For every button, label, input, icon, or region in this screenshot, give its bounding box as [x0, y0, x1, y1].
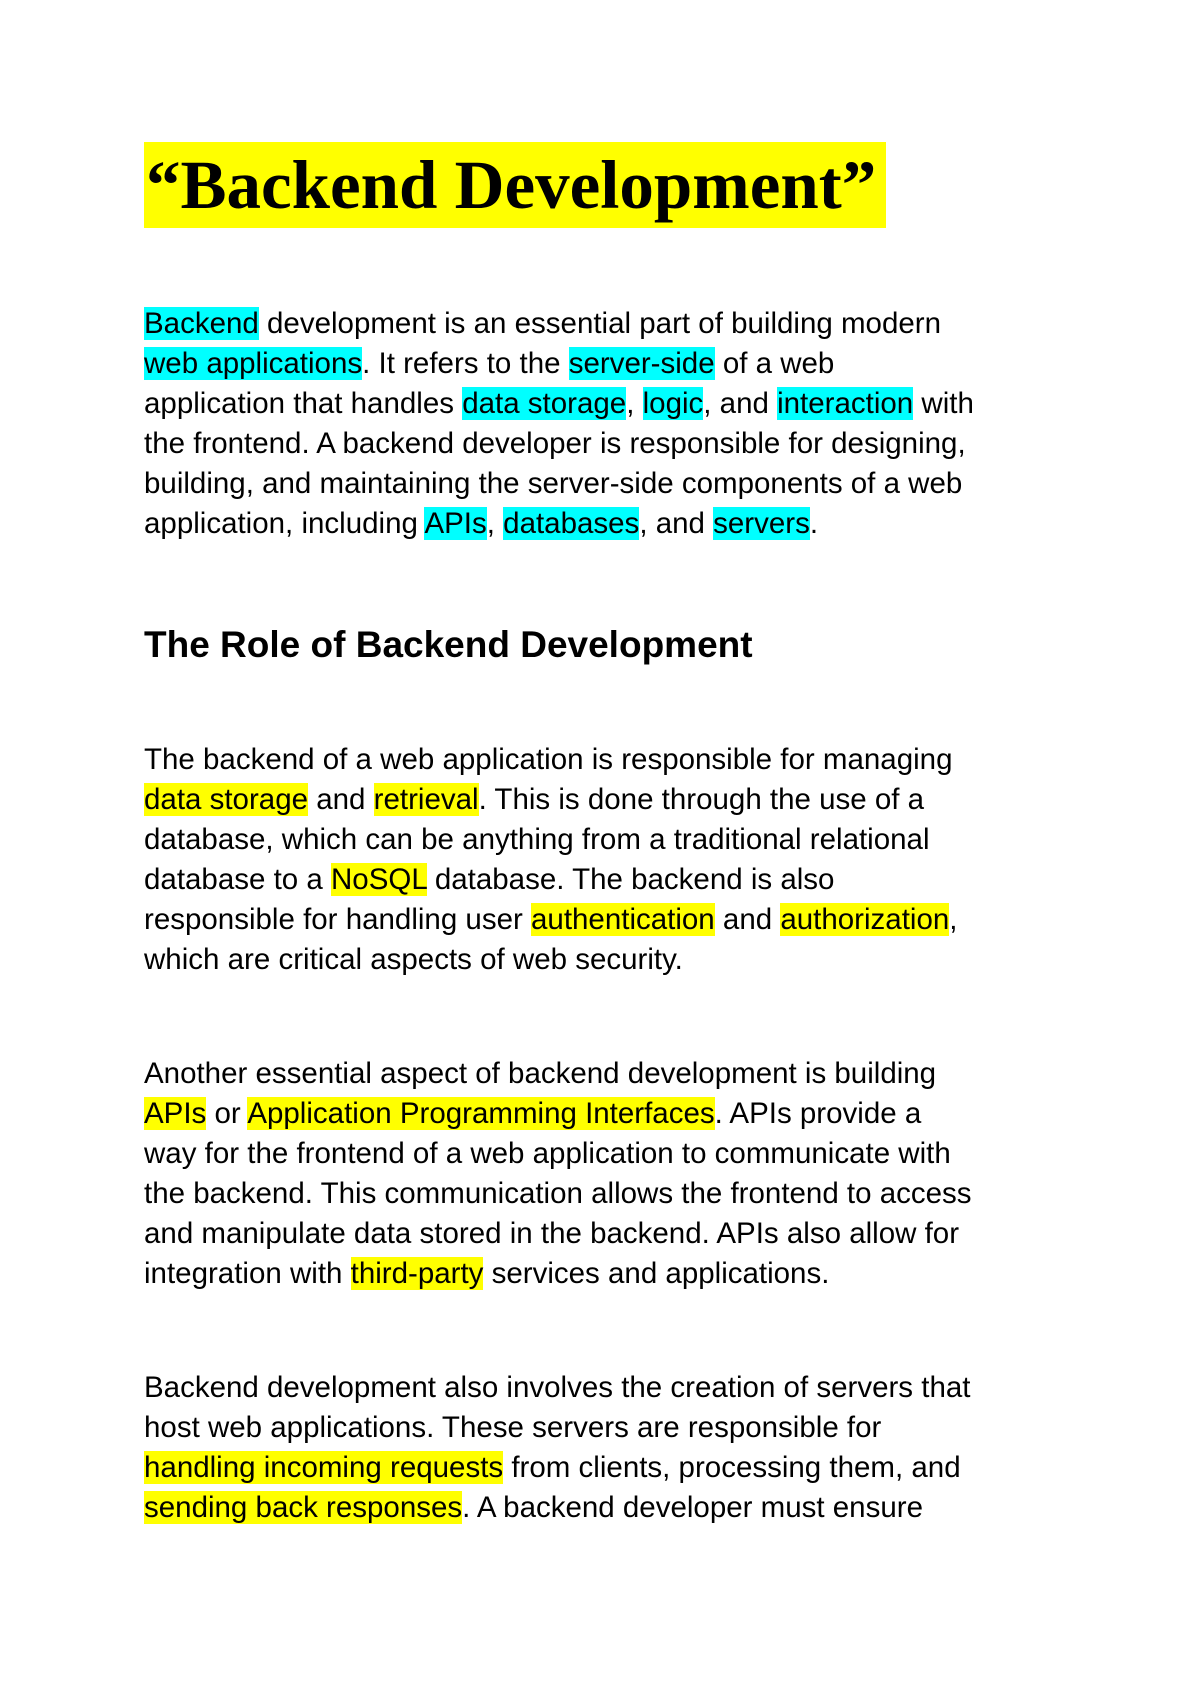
- text-line: [144, 1368, 970, 1408]
- text-run: development is an essential part of building modern: [258, 307, 941, 340]
- text-run: application, including: [144, 507, 425, 540]
- paragraph-servers: [144, 1368, 970, 1528]
- text-run: integration with: [144, 1257, 351, 1290]
- highlighted-term: databases: [503, 507, 640, 540]
- text-run: building, and maintaining the server-side components of a web: [144, 467, 963, 500]
- paragraph-apis: [144, 1054, 972, 1294]
- text-line: [144, 900, 957, 940]
- text-run: with: [913, 387, 974, 420]
- highlighted-term: APIs: [424, 507, 487, 540]
- highlighted-term: handling incoming requests: [144, 1451, 504, 1484]
- intro-paragraph: [144, 304, 974, 544]
- text-run: The backend of a web application is responsible for managing: [144, 743, 953, 776]
- text-run: database. The backend is also: [426, 863, 835, 896]
- highlighted-term: NoSQL: [330, 863, 427, 896]
- text-run: . APIs provide a: [714, 1097, 922, 1130]
- text-run: services and applications.: [483, 1257, 830, 1290]
- text-run: responsible for handling user: [144, 903, 532, 936]
- text-line: [144, 1094, 972, 1134]
- text-line: [144, 504, 974, 544]
- text-line: [144, 740, 957, 780]
- text-run: database, which can be anything from a traditional relational: [144, 823, 930, 856]
- text-run: or: [206, 1097, 248, 1130]
- text-line: [144, 860, 957, 900]
- text-line: [144, 1448, 970, 1488]
- document-title: “Backend Development”: [144, 142, 886, 228]
- text-run: and manipulate data stored in the backend. APIs also allow for: [144, 1217, 960, 1250]
- paragraph-data-storage: [144, 740, 957, 980]
- text-line: [144, 384, 974, 424]
- text-line: [144, 464, 974, 504]
- text-run: ,: [626, 387, 643, 420]
- text-line: [144, 940, 957, 980]
- text-run: . It refers to the: [362, 347, 569, 380]
- text-run: .: [809, 507, 819, 540]
- highlighted-term: authorization: [780, 903, 950, 936]
- text-run: way for the frontend of a web application to communicate with: [144, 1137, 951, 1170]
- text-run: ,: [486, 507, 504, 540]
- text-run: and: [308, 783, 374, 816]
- highlighted-term: interaction: [777, 387, 914, 420]
- highlighted-term: authentication: [531, 903, 715, 936]
- text-run: ,: [949, 903, 958, 936]
- text-run: . This is done through the use of a: [478, 783, 925, 816]
- text-run: the backend. This communication allows the frontend to access: [144, 1177, 972, 1210]
- text-run: application that handles: [144, 387, 463, 420]
- highlighted-term: data storage: [462, 387, 627, 420]
- text-run: of a web: [714, 347, 835, 380]
- text-run: database to a: [144, 863, 331, 896]
- text-run: , and: [639, 507, 714, 540]
- text-run: host web applications. These servers are responsible for: [144, 1411, 882, 1444]
- text-line: [144, 1214, 972, 1254]
- highlighted-term: retrieval: [373, 783, 479, 816]
- text-run: from clients, processing them, and: [503, 1451, 961, 1484]
- text-run: the frontend. A backend developer is responsible for designing,: [144, 427, 966, 460]
- text-line: [144, 820, 957, 860]
- text-line: [144, 1254, 972, 1294]
- text-run: . A backend developer must ensure: [462, 1491, 923, 1524]
- text-line: [144, 424, 974, 464]
- text-run: and: [714, 903, 781, 936]
- highlighted-term: data storage: [144, 783, 309, 816]
- highlighted-term: APIs: [144, 1097, 207, 1130]
- highlighted-term: Backend: [144, 307, 259, 340]
- highlighted-term: web applications: [144, 347, 363, 380]
- highlighted-term: sending back responses: [144, 1491, 463, 1524]
- highlighted-term: logic: [642, 387, 704, 420]
- text-line: [144, 1488, 970, 1528]
- text-run: Another essential aspect of backend development is building: [144, 1057, 937, 1090]
- text-line: [144, 1408, 970, 1448]
- title-block: [144, 142, 886, 228]
- highlighted-term: servers: [713, 507, 810, 540]
- text-line: [144, 780, 957, 820]
- text-line: [144, 304, 974, 344]
- text-line: [144, 1134, 972, 1174]
- text-line: [144, 1054, 972, 1094]
- text-run: which are critical aspects of web security.: [144, 943, 683, 976]
- highlighted-term: server-side: [568, 347, 715, 380]
- highlighted-term: third-party: [350, 1257, 484, 1290]
- text-line: [144, 1174, 972, 1214]
- text-line: [144, 344, 974, 384]
- highlighted-term: Application Programming Interfaces: [247, 1097, 715, 1130]
- text-run: , and: [703, 387, 778, 420]
- section-heading: The Role of Backend Development: [144, 624, 753, 665]
- text-run: Backend development also involves the creation of servers that: [144, 1371, 971, 1404]
